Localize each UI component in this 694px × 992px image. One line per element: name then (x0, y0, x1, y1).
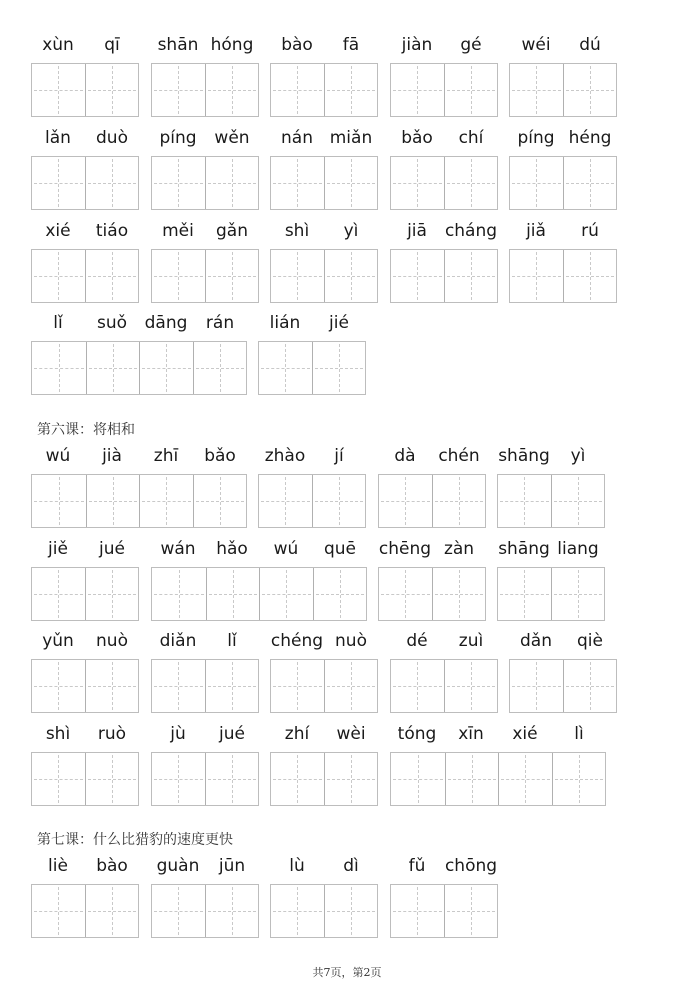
pinyin-line (509, 31, 617, 59)
writing-cell[interactable] (271, 660, 324, 712)
tianzige-box-group (270, 249, 378, 303)
word-row (31, 309, 651, 399)
writing-cell[interactable] (552, 753, 606, 805)
writing-cell[interactable] (444, 885, 497, 937)
writing-cell[interactable] (271, 64, 324, 116)
writing-cell[interactable] (391, 885, 444, 937)
word-row (31, 852, 651, 942)
writing-cell[interactable] (563, 250, 616, 302)
pinyin-label: lǎn (45, 128, 71, 148)
pinyin-line (390, 852, 498, 880)
word-row (31, 31, 651, 121)
pinyin-line (270, 31, 378, 59)
pinyin-label: dì (343, 856, 359, 876)
tianzige-box-group (390, 884, 498, 938)
writing-cell[interactable] (271, 250, 324, 302)
word-row (31, 720, 651, 810)
writing-cell[interactable] (498, 753, 552, 805)
pinyin-line (270, 627, 378, 655)
pinyin-line (31, 535, 139, 563)
pinyin-label: bào (96, 856, 128, 876)
tianzige-box-group (31, 341, 247, 395)
pinyin-line (497, 442, 605, 470)
pinyin-label: hǎo (216, 539, 248, 559)
writing-cell[interactable] (206, 568, 260, 620)
writing-cell[interactable] (85, 568, 138, 620)
writing-cell[interactable] (32, 342, 86, 394)
writing-cell[interactable] (259, 568, 313, 620)
pinyin-label: jué (219, 724, 245, 744)
pinyin-label: fǔ (408, 856, 426, 876)
pinyin-line (151, 535, 367, 563)
pinyin-label: jiàn (401, 35, 433, 55)
tianzige-box-group (270, 752, 378, 806)
pinyin-line (151, 720, 259, 748)
lesson6-title: 第六课：将相和 (37, 422, 135, 438)
pinyin-label: xùn (42, 35, 74, 55)
pinyin-label: jiǎ (526, 221, 546, 241)
word-row (31, 535, 651, 625)
pinyin-label: lǐ (227, 631, 237, 651)
pinyin-label: rán (205, 313, 235, 333)
tianzige-box-group (390, 156, 498, 210)
pinyin-label: shān (157, 35, 199, 55)
pinyin-label: qī (104, 35, 120, 55)
pinyin-label: píng (517, 128, 555, 148)
pinyin-label: jué (99, 539, 125, 559)
tianzige-box-group (151, 249, 259, 303)
pinyin-line (509, 217, 617, 245)
pinyin-line (151, 31, 259, 59)
tianzige-box-group (497, 567, 605, 621)
pinyin-label: wán (160, 539, 196, 559)
pinyin-label: wěn (214, 128, 250, 148)
writing-cell[interactable] (205, 753, 258, 805)
pinyin-line (390, 217, 498, 245)
writing-cell[interactable] (324, 64, 377, 116)
pinyin-line (31, 442, 247, 470)
writing-cell[interactable] (32, 568, 85, 620)
writing-cell[interactable] (32, 475, 86, 527)
pinyin-label: xié (45, 221, 71, 241)
pinyin-line (151, 627, 259, 655)
pinyin-label: cháng (444, 221, 498, 241)
pinyin-label: quē (323, 539, 357, 559)
pinyin-line (378, 535, 486, 563)
tianzige-box-group (31, 249, 139, 303)
writing-cell[interactable] (445, 753, 499, 805)
lesson7-title: 第七课：什么比猎豹的速度更快 (37, 832, 233, 848)
pinyin-label: tiáo (95, 221, 129, 241)
tianzige-box-group (151, 156, 259, 210)
tianzige-box-group (151, 884, 259, 938)
writing-cell[interactable] (444, 250, 497, 302)
writing-cell[interactable] (139, 475, 193, 527)
writing-cell[interactable] (563, 64, 616, 116)
writing-cell[interactable] (152, 250, 205, 302)
tianzige-box-group (258, 341, 366, 395)
writing-cell[interactable] (32, 885, 85, 937)
tianzige-box-group (151, 659, 259, 713)
writing-cell[interactable] (551, 568, 604, 620)
pinyin-label: duò (96, 128, 128, 148)
pinyin-label: xīn (458, 724, 484, 744)
word-row (31, 627, 651, 717)
pinyin-label: nuò (96, 631, 128, 651)
writing-cell[interactable] (86, 475, 140, 527)
pinyin-label: xié (512, 724, 538, 744)
writing-cell[interactable] (444, 157, 497, 209)
writing-cell[interactable] (205, 64, 258, 116)
writing-cell[interactable] (391, 64, 444, 116)
writing-cell[interactable] (271, 157, 324, 209)
pinyin-label: shì (284, 221, 310, 241)
writing-cell[interactable] (510, 250, 563, 302)
pinyin-label: qiè (577, 631, 603, 651)
tianzige-box-group (270, 884, 378, 938)
pinyin-label: tóng (397, 724, 437, 744)
pinyin-label: yǔn (42, 631, 74, 651)
pinyin-line (258, 309, 366, 337)
writing-cell[interactable] (551, 475, 604, 527)
word-row (31, 217, 651, 307)
writing-cell[interactable] (32, 250, 85, 302)
tianzige-box-group (378, 567, 486, 621)
pinyin-line (270, 720, 378, 748)
pinyin-label: dà (394, 446, 416, 466)
pinyin-label: dé (406, 631, 428, 651)
tianzige-box-group (497, 474, 605, 528)
writing-cell[interactable] (32, 157, 85, 209)
writing-cell[interactable] (379, 568, 432, 620)
writing-cell[interactable] (85, 157, 138, 209)
page-footer: 共7页，第2页 (312, 966, 382, 979)
pinyin-label: shāng (498, 446, 550, 466)
pinyin-label: shì (45, 724, 71, 744)
tianzige-box-group (509, 249, 617, 303)
writing-cell[interactable] (259, 342, 312, 394)
pinyin-label: yì (570, 446, 586, 466)
writing-cell[interactable] (193, 342, 247, 394)
pinyin-line (270, 124, 378, 152)
writing-cell[interactable] (271, 885, 324, 937)
tianzige-box-group (31, 567, 139, 621)
pinyin-label: nán (281, 128, 313, 148)
writing-cell[interactable] (312, 475, 365, 527)
pinyin-label: gǎn (216, 221, 248, 241)
tianzige-box-group (151, 567, 367, 621)
pinyin-label: chēng (378, 539, 432, 559)
writing-cell[interactable] (85, 660, 138, 712)
tianzige-box-group (390, 63, 498, 117)
tianzige-box-group (31, 659, 139, 713)
word-row (31, 124, 651, 214)
pinyin-label: jù (170, 724, 186, 744)
pinyin-line (31, 217, 139, 245)
tianzige-box-group (270, 659, 378, 713)
pinyin-label: jià (102, 446, 122, 466)
pinyin-label: yì (343, 221, 359, 241)
writing-cell[interactable] (85, 885, 138, 937)
tianzige-box-group (31, 474, 247, 528)
pinyin-line (31, 720, 139, 748)
pinyin-label: měi (162, 221, 194, 241)
pinyin-label: jūn (218, 856, 246, 876)
writing-cell[interactable] (205, 660, 258, 712)
pinyin-line (258, 442, 366, 470)
pinyin-line (31, 124, 139, 152)
tianzige-box-group (31, 156, 139, 210)
pinyin-line (31, 31, 139, 59)
writing-cell[interactable] (510, 64, 563, 116)
pinyin-line (31, 627, 139, 655)
writing-cell[interactable] (312, 342, 365, 394)
writing-cell[interactable] (271, 753, 324, 805)
pinyin-label: héng (568, 128, 612, 148)
pinyin-label: nuò (335, 631, 367, 651)
pinyin-label: chén (438, 446, 480, 466)
pinyin-label: liè (48, 856, 68, 876)
writing-cell[interactable] (85, 250, 138, 302)
writing-cell[interactable] (563, 660, 616, 712)
tianzige-box-group (31, 752, 139, 806)
pinyin-label: lì (574, 724, 584, 744)
pinyin-label: rú (581, 221, 599, 241)
writing-cell[interactable] (498, 475, 551, 527)
tianzige-box-group (390, 249, 498, 303)
writing-cell[interactable] (205, 250, 258, 302)
writing-cell[interactable] (432, 475, 485, 527)
tianzige-box-group (509, 63, 617, 117)
pinyin-line (509, 124, 617, 152)
writing-cell[interactable] (498, 568, 551, 620)
writing-cell[interactable] (391, 157, 444, 209)
pinyin-label: lǐ (53, 313, 63, 333)
pinyin-label: jié (329, 313, 349, 333)
pinyin-label: zàn (443, 539, 475, 559)
tianzige-box-group (378, 474, 486, 528)
pinyin-line (151, 124, 259, 152)
writing-cell[interactable] (152, 660, 205, 712)
writing-cell[interactable] (205, 885, 258, 937)
writing-cell[interactable] (139, 342, 193, 394)
writing-cell[interactable] (259, 475, 312, 527)
writing-cell[interactable] (205, 157, 258, 209)
writing-cell[interactable] (32, 64, 85, 116)
tianzige-box-group (509, 156, 617, 210)
pinyin-label: bǎo (204, 446, 236, 466)
pinyin-label: lù (289, 856, 305, 876)
writing-cell[interactable] (86, 342, 140, 394)
writing-cell[interactable] (152, 64, 205, 116)
tianzige-box-group (151, 752, 259, 806)
pinyin-label: chōng (444, 856, 498, 876)
pinyin-label: bào (281, 35, 313, 55)
pinyin-line (270, 852, 378, 880)
writing-cell[interactable] (85, 753, 138, 805)
pinyin-label: chéng (270, 631, 324, 651)
writing-cell[interactable] (444, 660, 497, 712)
writing-cell[interactable] (510, 660, 563, 712)
writing-cell[interactable] (391, 753, 445, 805)
pinyin-line (390, 627, 498, 655)
pinyin-line (378, 442, 486, 470)
pinyin-label: shāng (498, 539, 550, 559)
pinyin-label: zhí (284, 724, 310, 744)
pinyin-line (151, 217, 259, 245)
pinyin-label: chí (458, 128, 484, 148)
pinyin-line (390, 124, 498, 152)
pinyin-line (270, 217, 378, 245)
pinyin-label: píng (159, 128, 197, 148)
writing-cell[interactable] (324, 885, 377, 937)
writing-cell[interactable] (444, 64, 497, 116)
pinyin-label: jiě (48, 539, 68, 559)
tianzige-box-group (31, 63, 139, 117)
pinyin-label: zuì (458, 631, 484, 651)
pinyin-label: fā (342, 35, 360, 55)
pinyin-label: wéi (521, 35, 551, 55)
pinyin-label: hóng (210, 35, 254, 55)
pinyin-label: dǎn (520, 631, 552, 651)
pinyin-label: wú (273, 539, 299, 559)
tianzige-box-group (390, 752, 606, 806)
tianzige-box-group (31, 884, 139, 938)
tianzige-box-group (509, 659, 617, 713)
pinyin-line (31, 309, 247, 337)
writing-cell[interactable] (324, 660, 377, 712)
pinyin-label: dāng (144, 313, 188, 333)
writing-cell[interactable] (510, 157, 563, 209)
pinyin-label: zhī (153, 446, 179, 466)
pinyin-label: suǒ (96, 313, 128, 333)
pinyin-label: diǎn (159, 631, 197, 651)
pinyin-label: lián (269, 313, 301, 333)
pinyin-line (390, 720, 606, 748)
writing-cell[interactable] (85, 64, 138, 116)
pinyin-label: wú (45, 446, 71, 466)
writing-cell[interactable] (152, 157, 205, 209)
pinyin-label: gé (460, 35, 482, 55)
pinyin-label: miǎn (329, 128, 373, 148)
writing-cell[interactable] (152, 885, 205, 937)
pinyin-label: liang (557, 539, 599, 559)
pinyin-label: dú (579, 35, 601, 55)
writing-cell[interactable] (324, 753, 377, 805)
tianzige-box-group (151, 63, 259, 117)
pinyin-line (390, 31, 498, 59)
pinyin-label: bǎo (401, 128, 433, 148)
pinyin-label: wèi (336, 724, 366, 744)
writing-cell[interactable] (193, 475, 247, 527)
writing-cell[interactable] (391, 660, 444, 712)
tianzige-box-group (270, 156, 378, 210)
writing-cell[interactable] (32, 660, 85, 712)
writing-cell[interactable] (313, 568, 367, 620)
word-row (31, 442, 651, 532)
writing-cell[interactable] (379, 475, 432, 527)
tianzige-box-group (258, 474, 366, 528)
pinyin-label: guàn (156, 856, 200, 876)
writing-cell[interactable] (324, 157, 377, 209)
pinyin-line (151, 852, 259, 880)
writing-cell[interactable] (32, 753, 85, 805)
pinyin-line (31, 852, 139, 880)
pinyin-label: zhào (264, 446, 306, 466)
writing-cell[interactable] (324, 250, 377, 302)
pinyin-line (509, 627, 617, 655)
writing-cell[interactable] (391, 250, 444, 302)
writing-cell[interactable] (152, 568, 206, 620)
pinyin-line (497, 535, 605, 563)
pinyin-label: jí (334, 446, 344, 466)
writing-cell[interactable] (152, 753, 205, 805)
writing-cell[interactable] (563, 157, 616, 209)
pinyin-label: jiā (407, 221, 427, 241)
pinyin-label: ruò (97, 724, 127, 744)
writing-cell[interactable] (432, 568, 485, 620)
tianzige-box-group (270, 63, 378, 117)
tianzige-box-group (390, 659, 498, 713)
